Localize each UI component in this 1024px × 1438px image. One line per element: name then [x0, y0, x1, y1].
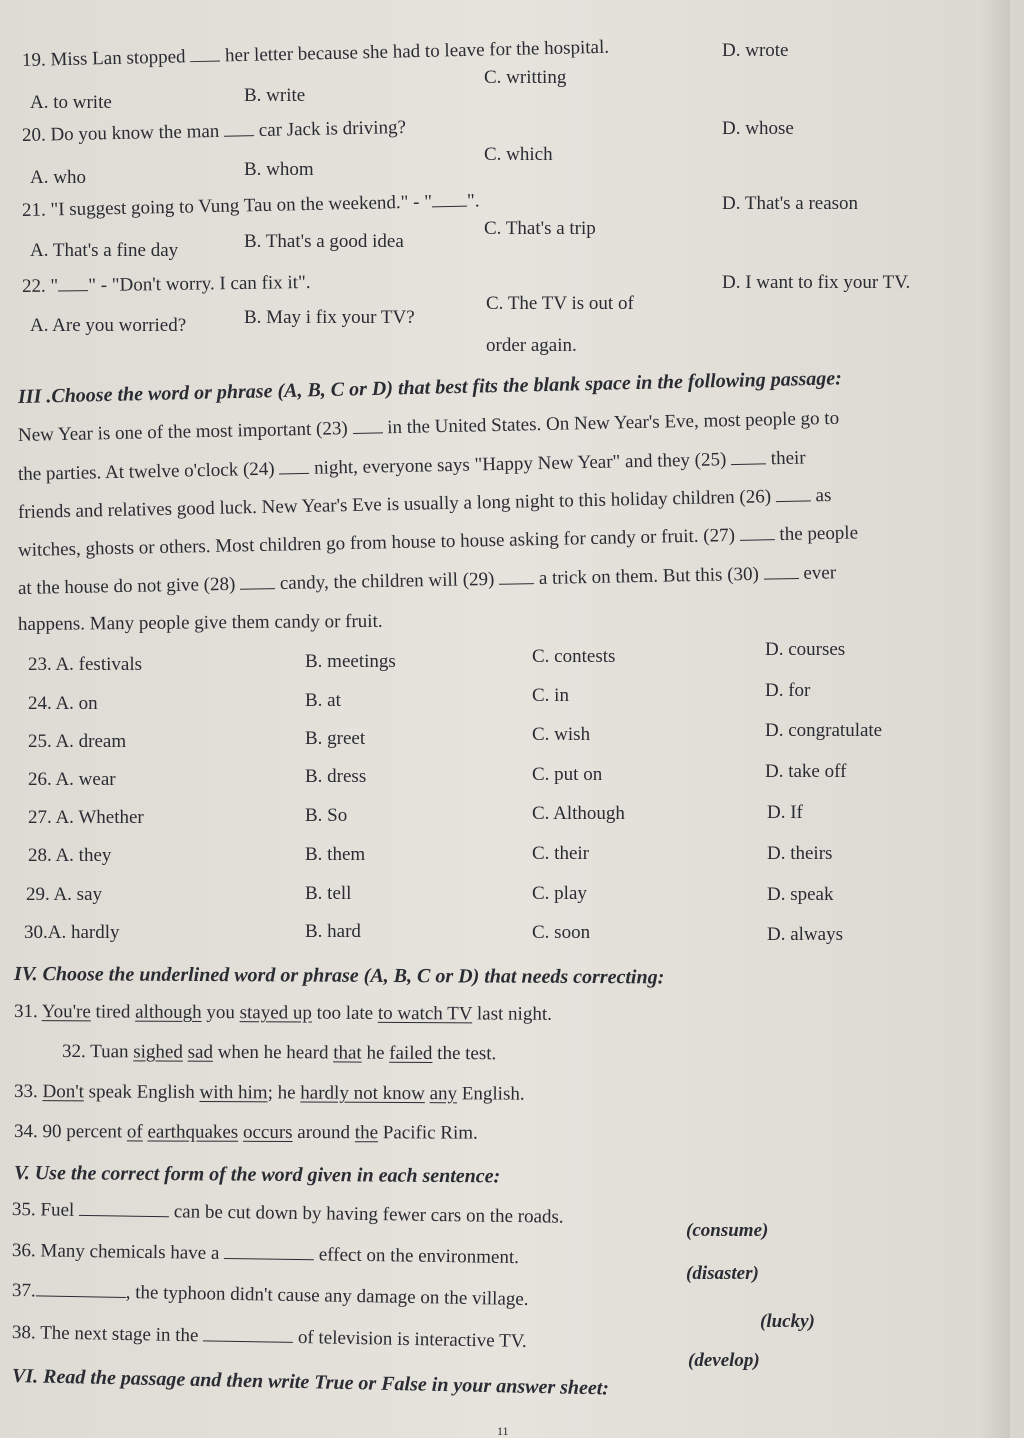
q21-stem-start: 21. "I suggest going to Vung Tau on the weekend." - " — [21, 191, 433, 221]
section-4-heading: IV. Choose the underlined word or phrase (A, B, C or D) that needs correcting: — [13, 963, 665, 989]
question-20 — [22, 117, 406, 148]
q22-option-c-line1: C. The TV is out of — [486, 293, 634, 314]
passage-line-4-b: the people — [779, 522, 859, 546]
mc-29-d: D. speak — [767, 884, 834, 905]
passage-line-2-a: the parties. At twelve o'clock (24) — [17, 458, 275, 485]
q37-end: , the typhoon didn't cause any damage on the village. — [125, 1281, 529, 1311]
q31-part: 31. — [13, 1001, 42, 1023]
passage-line-4-a: witches, ghosts or others. Most children go from house to house asking for candy or fruit. (27) — [17, 524, 736, 561]
q34-part: Pacific Rim. — [378, 1122, 478, 1144]
mc-26-d: D. take off — [765, 761, 847, 782]
mc-24-d: D. for — [765, 680, 811, 701]
q32-part: 32. Tuan — [61, 1041, 134, 1063]
q31-underlined-d: to watch TV — [377, 1002, 473, 1025]
q19-stem-end: her letter because she had to leave for the hospital. — [224, 36, 610, 67]
mc-23-d: D. courses — [765, 639, 846, 660]
passage-line-5-a: at the house do not give (28) — [17, 573, 236, 599]
q19-option-d: D. wrote — [722, 40, 789, 61]
q34-underlined-a: of — [126, 1121, 143, 1143]
question-38 — [12, 1322, 527, 1354]
question-37 — [12, 1280, 529, 1312]
blank-29 — [499, 569, 534, 585]
question-32 — [62, 1041, 496, 1066]
passage-line-5-c: a trick on them. But this (30) — [538, 563, 760, 589]
blank-26 — [776, 486, 811, 502]
blank-25 — [731, 449, 766, 465]
q36-end: effect on the environment. — [318, 1244, 520, 1269]
q35-end: can be cut down by having fewer cars on the roads. — [173, 1201, 564, 1228]
mc-25-b: B. greet — [305, 728, 366, 749]
q21-option-a: A. That's a fine day — [30, 240, 179, 261]
passage-line-5-d: ever — [803, 562, 837, 584]
blank-24 — [279, 459, 309, 475]
q35-start: 35. Fuel — [11, 1199, 75, 1221]
mc-27-d: D. If — [767, 802, 803, 823]
q37-blank — [36, 1281, 126, 1298]
mc-30-c: C. soon — [532, 922, 591, 943]
q31-part: tired — [90, 1001, 136, 1023]
q21-option-c: C. That's a trip — [484, 218, 596, 239]
q31-part: last night. — [472, 1003, 552, 1025]
q22-stem-end: " - "Don't worry. I can fix it". — [88, 271, 311, 297]
q20-stem-start: 20. Do you know the man — [21, 120, 220, 146]
q20-option-c: C. which — [484, 144, 553, 165]
mc-25-c: C. wish — [532, 724, 591, 745]
q36-hint: (disaster) — [686, 1263, 759, 1284]
blank-23 — [352, 418, 382, 434]
q33-part: 33. — [13, 1081, 43, 1103]
mc-28-c: C. their — [532, 843, 589, 864]
question-31 — [14, 1001, 552, 1027]
q22-option-d: D. I want to fix your TV. — [722, 272, 911, 293]
question-21 — [22, 190, 480, 222]
q21-blank — [432, 192, 467, 208]
q34-underlined-b: earthquakes — [147, 1121, 239, 1143]
q19-blank — [190, 47, 220, 63]
q36-blank — [224, 1244, 314, 1260]
passage-line-6: happens. Many people give them candy or fruit. — [17, 610, 383, 635]
q22-option-a: A. Are you worried? — [30, 315, 187, 336]
mc-23-a: 23. A. festivals — [28, 654, 142, 675]
q22-option-b: B. May i fix your TV? — [244, 307, 415, 328]
mc-25-d: D. congratulate — [765, 720, 883, 741]
passage-line-1-b: in the United States. On New Year's Eve, most people go to — [386, 407, 840, 439]
mc-26-c: C. put on — [532, 764, 603, 785]
q19-option-a: A. to write — [30, 92, 112, 113]
mc-24-c: C. in — [532, 685, 569, 706]
mc-25-a: 25. A. dream — [28, 731, 127, 752]
q20-stem-end: car Jack is driving? — [258, 116, 407, 142]
page-edge-shadow — [980, 0, 1010, 1438]
q32-part: he — [361, 1042, 390, 1064]
q19-option-c: C. writting — [484, 67, 567, 88]
q32-underlined-d: failed — [389, 1042, 433, 1064]
q31-part: you — [201, 1001, 240, 1024]
q21-option-b: B. That's a good idea — [244, 231, 404, 252]
mc-30-d: D. always — [767, 924, 843, 945]
q38-start: 38. The next stage in the — [11, 1322, 199, 1347]
passage-line-2 — [18, 448, 806, 487]
mc-28-a: 28. A. they — [28, 845, 112, 866]
q32-part: the test. — [432, 1042, 497, 1065]
mc-24-b: B. at — [305, 690, 341, 711]
q36-start: 36. Many chemicals have a — [11, 1240, 220, 1264]
q34-underlined-d: the — [354, 1122, 379, 1144]
mc-29-b: B. tell — [305, 883, 352, 904]
q32-underlined-a: sighed — [133, 1041, 183, 1063]
mc-27-a: 27. A. Whether — [28, 807, 144, 828]
page-number: 11 — [497, 1424, 509, 1438]
section-3-heading: III .Choose the word or phrase (A, B, C or D) that best fits the blank space in the following passage: — [17, 367, 843, 408]
blank-30 — [763, 564, 798, 580]
q38-blank — [203, 1326, 293, 1343]
blank-28 — [240, 574, 275, 590]
mc-29-c: C. play — [532, 883, 587, 904]
q34-underlined-c: occurs — [242, 1121, 293, 1143]
q37-hint: (lucky) — [760, 1311, 815, 1332]
passage-line-5-b: candy, the children will (29) — [279, 568, 495, 594]
mc-28-d: D. theirs — [767, 843, 833, 864]
q33-underlined-d: any — [429, 1083, 458, 1105]
q33-part: English. — [457, 1083, 525, 1105]
passage-line-5 — [18, 562, 837, 601]
mc-26-b: B. dress — [305, 766, 367, 787]
q22-stem-start: 22. " — [21, 275, 59, 297]
q34-part: around — [292, 1121, 355, 1144]
question-36 — [12, 1240, 519, 1270]
mc-23-b: B. meetings — [305, 651, 396, 672]
mc-26-a: 26. A. wear — [28, 769, 116, 790]
section-6-heading: VI. Read the passage and then write True or False in your answer sheet: — [11, 1365, 610, 1400]
q21-stem-end: ". — [466, 190, 480, 212]
q33-part: speak English — [83, 1081, 200, 1103]
mc-23-c: C. contests — [532, 646, 616, 667]
question-35 — [12, 1199, 564, 1229]
q21-option-d: D. That's a reason — [722, 193, 859, 214]
q22-blank — [58, 276, 88, 291]
q20-option-d: D. whose — [722, 118, 794, 139]
passage-line-3-b: as — [815, 484, 832, 507]
passage-line-4 — [18, 522, 859, 562]
q31-underlined-c: stayed up — [239, 1002, 312, 1024]
q33-underlined-a: Don't — [42, 1081, 84, 1103]
q31-underlined-b: although — [135, 1001, 202, 1023]
question-33 — [14, 1081, 525, 1106]
mc-30-a: 30.A. hardly — [24, 922, 120, 943]
q32-underlined-c: that — [333, 1042, 362, 1064]
q31-part: too late — [311, 1002, 378, 1024]
question-22 — [22, 272, 311, 299]
q20-option-b: B. whom — [244, 159, 314, 180]
mc-28-b: B. them — [305, 844, 366, 865]
q33-underlined-c: hardly not know — [300, 1082, 425, 1105]
passage-line-2-b: night, everyone says "Happy New Year" and they (25) — [313, 449, 727, 479]
mc-27-c: C. Although — [532, 803, 625, 824]
q20-option-a: A. who — [30, 167, 86, 188]
q33-underlined-b: with him — [199, 1081, 268, 1104]
section-5-heading: V. Use the correct form of the word given in each sentence: — [13, 1162, 501, 1188]
q20-blank — [224, 121, 254, 137]
q38-end: of television is interactive TV. — [297, 1326, 527, 1352]
q35-hint: (consume) — [686, 1220, 769, 1241]
passage-line-3-a: friends and relatives good luck. New Year's Eve is usually a long night to this holiday children (26) — [17, 486, 772, 523]
passage-line-1 — [18, 408, 840, 448]
q22-option-c-line2: order again. — [486, 335, 577, 356]
q37-start: 37. — [11, 1280, 36, 1302]
mc-30-b: B. hard — [305, 921, 361, 942]
q19-stem-start: 19. Miss Lan stopped — [21, 46, 186, 71]
mc-27-b: B. So — [305, 805, 348, 826]
q32-underlined-b: sad — [187, 1041, 214, 1063]
passage-line-1-a: New Year is one of the most important (23) — [17, 418, 348, 446]
blank-27 — [739, 525, 774, 541]
passage-line-2-c: their — [770, 447, 806, 470]
q35-blank — [79, 1201, 169, 1217]
q34-part: 34. 90 percent — [13, 1121, 127, 1143]
q33-part: ; he — [267, 1082, 301, 1104]
question-34 — [14, 1121, 478, 1145]
q38-hint: (develop) — [688, 1350, 760, 1371]
passage-line-3 — [18, 485, 832, 525]
q31-underlined-a: You're — [41, 1001, 91, 1023]
mc-24-a: 24. A. on — [28, 693, 98, 714]
mc-29-a: 29. A. say — [26, 884, 102, 905]
q32-part: when he heard — [212, 1041, 334, 1064]
q19-option-b: B. write — [244, 85, 306, 106]
